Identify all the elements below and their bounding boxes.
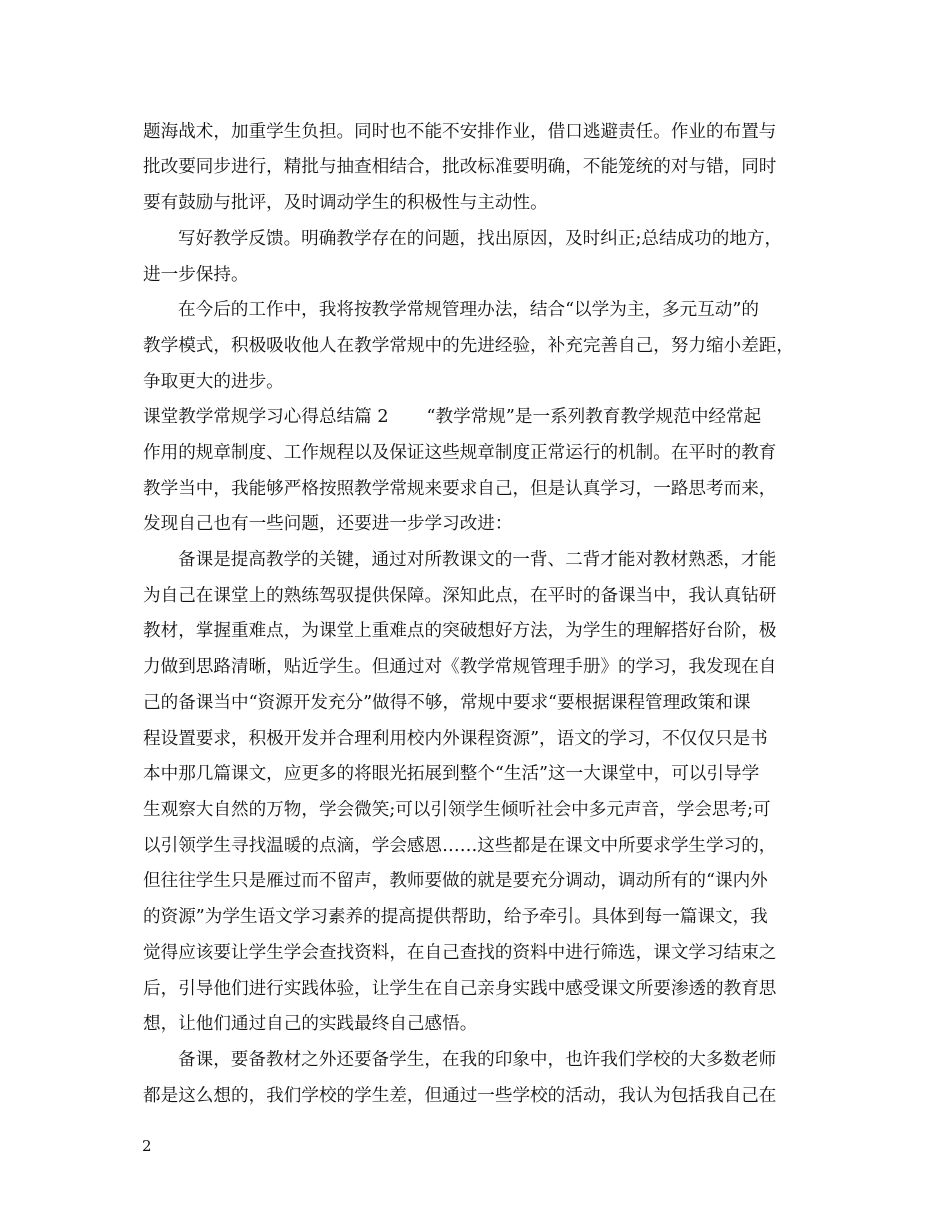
text-line: 要有鼓励与批评，及时调动学生的积极性与主动性。 [143,193,548,213]
text-line: 本中那几篇课文，应更多的将眼光拓展到整个“生活”这一大课堂中，可以引导学 [143,764,760,784]
text-line: 教材，掌握重难点，为课堂上重难点的突破想好方法，为学生的理解搭好台阶，极 [143,621,777,641]
text-line: 力做到思路清晰，贴近学生。但通过对《教学常规管理手册》的学习，我发现在自 [143,657,777,677]
text-line: 备课，要备教材之外还要备学生，在我的印象中，也许我们学校的大多数老师 [178,1050,777,1070]
section-heading-line [143,405,811,429]
text-line: 想，让他们通过自己的实践最终自己感悟。 [143,1014,478,1034]
text-line: 教学模式，积极吸收他人在教学常规中的先进经验，补充完善自己，努力缩小差距， [143,336,794,356]
text-line: 的资源”为学生语文学习素养的提高提供帮助，给予牵引。具体到每一篇课文，我 [143,907,768,927]
text-line: 争取更大的进步。 [143,372,284,392]
text-line: 在今后的工作中，我将按教学常规管理办法，结合“以学为主，多元互动”的 [178,300,759,320]
text-line: 以引领学生寻找温暖的点滴，学会感恩……这些都是在课文中所要求学生学习的， [143,836,777,856]
section-title: 课堂教学常规学习心得总结篇 2 [143,407,389,427]
text-line: 觉得应该要让学生学会查找资料，在自己查找的资料中进行筛选，课文学习结束之 [143,943,777,963]
text-line: 批改要同步进行，精批与抽查相结合，批改标准要明确，不能笼统的对与错，同时 [143,157,777,177]
section-first-line: “教学常规”是一系列教育教学规范中经常起 [426,407,762,427]
text-line: 发现自己也有一些问题，还要进一步学习改进： [143,514,513,534]
text-line: 写好教学反馈。明确教学存在的问题，找出原因，及时纠正;总结成功的地方， [178,229,783,249]
text-line: 进一步保持。 [143,265,249,285]
text-line: 备课是提高教学的关键，通过对所教课文的一背、二背才能对教材熟悉，才能 [178,550,777,570]
text-line: 但往往学生只是雁过而不留声，教师要做的就是要充分调动，调动所有的“课内外 [143,871,768,891]
text-line: 为自己在课堂上的熟练驾驭提供保障。深知此点，在平时的备课当中，我认真钻研 [143,586,777,606]
page-number: 2 [142,1137,152,1155]
text-line: 都是这么想的，我们学校的学生差，但通过一些学校的活动，我认为包括我自己在 [143,1086,777,1106]
text-line: 题海战术，加重学生负担。同时也不能不安排作业，借口逃避责任。作业的布置与 [143,122,777,142]
text-line: 后，引导他们进行实践体验，让学生在自己亲身实践中感受课文所要渗透的教育思 [143,979,777,999]
text-line: 生观察大自然的万物，学会微笑;可以引领学生倾听社会中多元声音，学会思考;可 [143,800,771,820]
text-line: 教学当中，我能够严格按照教学常规来要求自己，但是认真学习，一路思考而来， [143,479,777,499]
text-line: 程设置要求，积极开发并合理利用校内外课程资源”，语文的学习，不仅仅只是书 [143,729,768,749]
text-line: 己的备课当中“资源开发充分”做得不够，常规中要求“要根据课程管理政策和课 [143,693,751,713]
text-line: 作用的规章制度、工作规程以及保证这些规章制度正常运行的机制。在平时的教育 [143,443,777,463]
